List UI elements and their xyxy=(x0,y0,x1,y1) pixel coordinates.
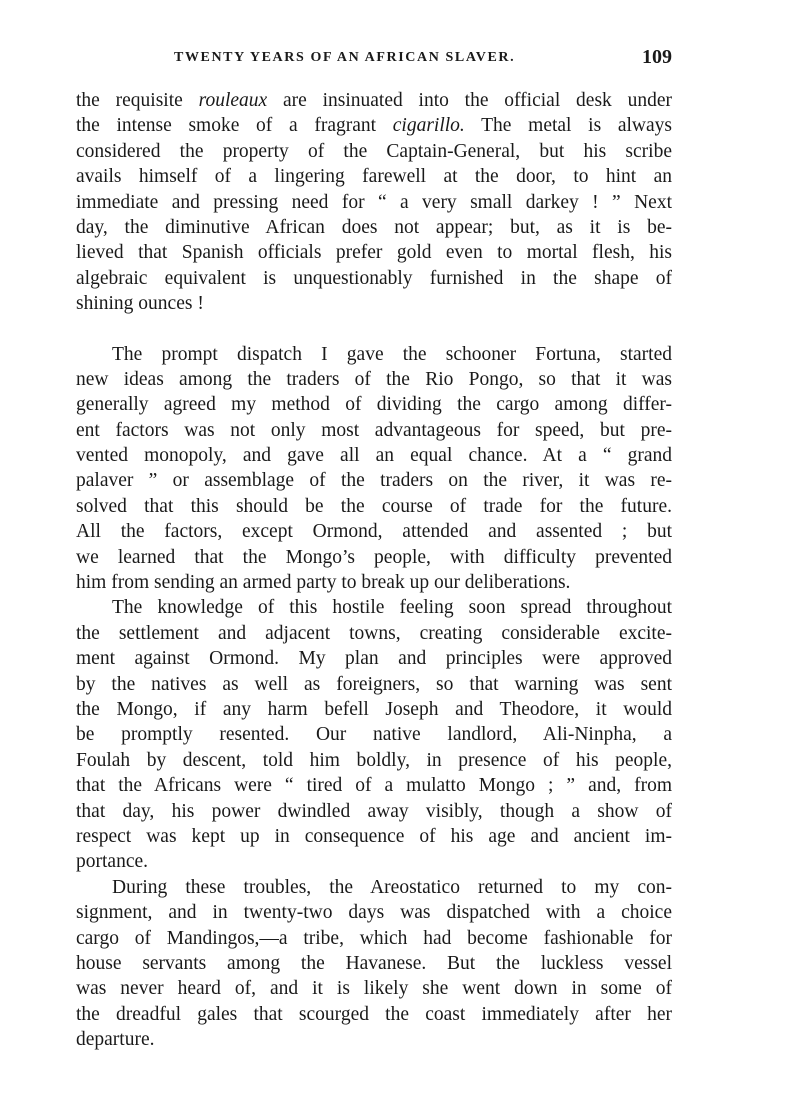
text-line: the settlement and adjacent towns, creating considerable excite- xyxy=(76,622,672,644)
paragraph xyxy=(76,88,672,317)
text-line: solved that this should be the course of trade for the future. xyxy=(76,495,672,517)
text-line: the Mongo, if any harm befell Joseph and Theodore, it would xyxy=(76,698,672,720)
text-line: signment, and in twenty-two days was dispatched with a choice xyxy=(76,902,672,924)
text-line xyxy=(76,88,672,113)
running-head xyxy=(76,46,672,72)
text-line: was never heard of, and it is likely she went down in some of xyxy=(76,978,672,1000)
text-line: ment against Ormond. My plan and principles were approved xyxy=(76,648,672,670)
text-line: departure. xyxy=(76,1029,155,1051)
line-text: The metal is always xyxy=(464,115,672,137)
running-title: TWENTY YEARS OF AN AFRICAN SLAVER. xyxy=(174,50,516,65)
page-number: 109 xyxy=(642,46,672,68)
text-line: considered the property of the Captain-General, but his scribe xyxy=(76,140,672,162)
line-text: are insinuated into the official desk under xyxy=(267,90,672,111)
text-line: we learned that the Mongo’s people, with difficulty prevented xyxy=(76,546,672,568)
paragraph-gap xyxy=(76,317,672,342)
paragraph xyxy=(76,342,672,596)
text-line: ent factors was not only most advantageous for speed, but pre- xyxy=(76,419,672,441)
text-line: that the Africans were “ tired of a mulatto Mongo ; ” and, from xyxy=(76,775,672,797)
text-line: Foulah by descent, told him boldly, in presence of his people, xyxy=(76,749,672,771)
text-line xyxy=(76,113,672,138)
text-line: immediate and pressing need for “ a very small darkey ! ” Next xyxy=(76,191,672,213)
text-line: During these troubles, the Areostatico returned to my con- xyxy=(112,876,672,898)
text-line: the dreadful gales that scourged the coast immediately after her xyxy=(76,1003,672,1025)
paragraph xyxy=(76,595,672,874)
text-line: by the natives as well as foreigners, so that warning was sent xyxy=(76,673,672,695)
text-line: lieved that Spanish officials prefer gold even to mortal flesh, his xyxy=(76,242,672,264)
text-line: house servants among the Havanese. But the luckless vessel xyxy=(76,952,672,974)
text-line: portance. xyxy=(76,851,149,873)
text-line: respect was kept up in consequence of his age and ancient im- xyxy=(76,825,672,847)
text-line: vented monopoly, and gave all an equal chance. At a “ grand xyxy=(76,445,672,467)
text-line: shining ounces ! xyxy=(76,293,204,315)
line-text: the intense smoke of a fragrant xyxy=(76,115,393,137)
text-line: avails himself of a lingering farewell at the door, to hint an xyxy=(76,166,672,188)
text-line: day, the diminutive African does not appear; but, as it is be- xyxy=(76,216,672,238)
text-line: new ideas among the traders of the Rio Pongo, so that it was xyxy=(76,368,672,390)
text-line: palaver ” or assemblage of the traders on the river, it was re- xyxy=(76,470,672,492)
body-text xyxy=(76,88,672,1052)
italic-term: rouleaux xyxy=(198,90,268,111)
text-line: All the factors, except Ormond, attended and assented ; but xyxy=(76,521,672,543)
text-line: be promptly resented. Our native landlord, Ali-Ninpha, a xyxy=(76,724,672,746)
text-line: that day, his power dwindled away visibly, though a show of xyxy=(76,800,672,822)
paragraph xyxy=(76,875,672,1053)
text-line: The prompt dispatch I gave the schooner Fortuna, started xyxy=(112,343,672,365)
text-line: algebraic equivalent is unquestionably furnished in the shape of xyxy=(76,267,672,289)
text-line: cargo of Mandingos,—a tribe, which had become fashionable for xyxy=(76,927,672,949)
line-text: the requisite xyxy=(76,90,199,111)
text-line: him from sending an armed party to break up our deliberations. xyxy=(76,572,571,594)
italic-term: cigarillo. xyxy=(392,115,465,137)
text-line: generally agreed my method of dividing the cargo among differ- xyxy=(76,394,672,416)
text-line: The knowledge of this hostile feeling soon spread throughout xyxy=(112,597,672,619)
